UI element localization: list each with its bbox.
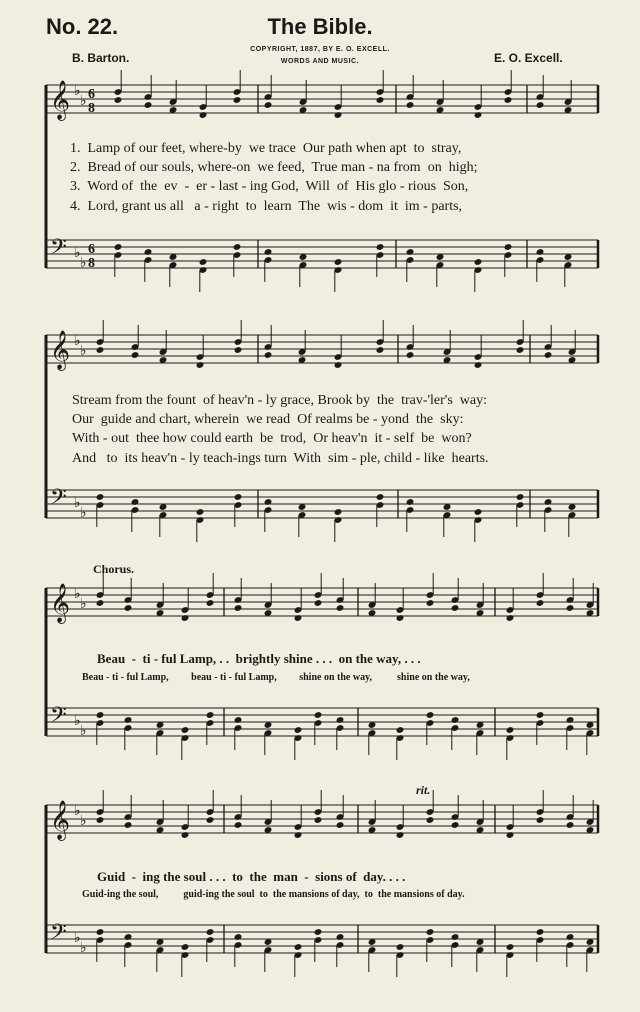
treble-note-head [376,96,385,104]
treble-note-head [199,111,208,119]
bass-note-head [294,943,303,951]
treble-note-head [181,614,190,622]
bass-note-head [566,933,575,941]
bass-note-head [506,726,515,734]
bass-note-head [426,711,435,719]
treble-note-head [181,831,190,839]
treble-note-head [506,614,515,622]
bass-note-head [334,508,343,516]
verse-2-line-1: 2. Bread of our souls, where-on we feed, True man - na from on high; [70,160,478,175]
verse-4-line-1: 4. Lord, grant us all a - right to learn The wis - dom it im - parts, [70,199,463,214]
treble-note-head [144,101,153,109]
bass-note-head [544,498,553,506]
treble-note-head [396,614,405,622]
bass-note-head [451,933,460,941]
flat-icon: ♭ [80,94,87,109]
flat-icon: ♭ [80,814,87,829]
bass-clef-icon: 𝄢 [50,235,67,265]
chorus-line-1: Beau - ti - ful Lamp, . . brightly shine . . . on the way, . . . [97,651,421,666]
treble-note-head [206,599,215,607]
treble-note-head [336,604,345,612]
bass-note-head [314,711,323,719]
treble-note-head [124,604,133,612]
flat-icon: ♭ [80,941,87,956]
bass-note-head [516,493,525,501]
treble-note-head [451,821,460,829]
bass-clef-icon: 𝄢 [50,485,67,515]
flat-icon: ♭ [74,804,81,819]
flat-icon: ♭ [74,496,81,511]
treble-note-head [334,361,343,369]
treble-note-head [536,816,545,824]
bass-note-head [376,493,385,501]
bass-note-head [536,928,545,936]
treble-note-head [294,614,303,622]
treble-note-head [451,604,460,612]
chorus-line-2: Guid - ing the soul . . . to the man - sions of day. . . . [97,869,406,884]
treble-note-head [426,816,435,824]
bass-note-head [396,943,405,951]
bass-note-head [131,498,140,506]
bass-note-head [96,493,105,501]
treble-note-head [376,346,385,354]
bass-note-head [474,508,483,516]
treble-note-head [536,599,545,607]
bass-note-head [506,943,515,951]
flat-icon: ♭ [80,724,87,739]
bass-note-head [396,726,405,734]
bass-note-head [144,248,153,256]
treble-note-head [314,599,323,607]
treble-note-head [536,101,545,109]
treble-note-head [506,831,515,839]
treble-note-head [544,351,553,359]
bass-note-head [294,726,303,734]
bass-note-head [566,716,575,724]
treble-note-head [294,831,303,839]
bass-note-head [504,243,513,251]
treble-note-head [336,821,345,829]
chorus-line-2-echo: Guid-ing the soul, guid-ing the soul to the mansions of day, to the mansions of day. [82,889,465,900]
bass-clef-icon: 𝄢 [50,920,67,950]
treble-note-head [264,101,273,109]
bass-note-head [114,243,123,251]
time-signature-top: 6 [88,87,95,102]
treble-note-head [234,604,243,612]
bass-note-head [233,243,242,251]
flat-icon: ♭ [74,714,81,729]
treble-note-head [96,346,105,354]
treble-note-head [406,101,415,109]
bass-note-head [124,716,133,724]
bass-note-head [536,248,545,256]
bass-note-head [376,243,385,251]
time-signature-top: 6 [88,242,95,257]
bass-note-head [264,498,273,506]
bass-note-head [264,248,273,256]
treble-note-head [566,821,575,829]
treble-note-head [396,831,405,839]
flat-icon: ♭ [80,506,87,521]
treble-clef-icon: 𝄞 [50,80,71,120]
bass-note-head [474,258,483,266]
verse-3-line-1: 3. Word of the ev - er - last - ing God, Will of His glo - rious Son, [70,179,469,194]
verse-3-line-2: With - out thee how could earth be trod, Or heav'n it - self be won? [72,431,472,446]
bass-note-head [336,933,345,941]
verse-1-line-2: Stream from the fount of heav'n - ly grace, Brook by the trav-'ler's way: [72,393,487,408]
bass-note-head [234,716,243,724]
treble-note-head [406,351,415,359]
bass-note-head [406,248,415,256]
treble-note-head [114,96,123,104]
treble-note-head [334,111,343,119]
bass-note-head [336,716,345,724]
bass-clef-icon: 𝄢 [50,703,67,733]
treble-note-head [234,821,243,829]
treble-note-head [96,816,105,824]
treble-note-head [264,351,273,359]
bass-note-head [124,933,133,941]
hymn-number: No. 22. [46,14,119,39]
treble-note-head [314,816,323,824]
bass-note-head [536,711,545,719]
treble-clef-icon: 𝄞 [50,800,71,840]
bass-note-head [181,943,190,951]
chorus-label: Chorus. [93,562,135,576]
composer-credit: E. O. Excell. [494,51,563,65]
flat-icon: ♭ [74,931,81,946]
bass-note-head [206,711,215,719]
flat-icon: ♭ [80,344,87,359]
treble-note-head [474,111,483,119]
bass-note-head [314,928,323,936]
bass-note-head [196,508,205,516]
bass-note-head [426,928,435,936]
flat-icon: ♭ [74,246,81,261]
copyright-notice: COPYRIGHT, 1887, BY E. O. EXCELL. [250,46,390,53]
treble-note-head [233,96,242,104]
treble-note-head [504,96,513,104]
bass-note-head [96,928,105,936]
bass-note-head [181,726,190,734]
treble-note-head [124,821,133,829]
bass-note-head [406,498,415,506]
treble-clef-icon: 𝄞 [50,583,71,623]
verse-2-line-2: Our guide and chart, wherein we read Of realms be - yond the sky: [72,412,464,427]
treble-clef-icon: 𝄞 [50,330,71,370]
treble-note-head [474,361,483,369]
bass-note-head [234,933,243,941]
bass-note-head [334,258,343,266]
bass-note-head [451,716,460,724]
bass-note-head [96,711,105,719]
flat-icon: ♭ [80,597,87,612]
flat-icon: ♭ [74,84,81,99]
flat-icon: ♭ [74,334,81,349]
treble-note-head [426,599,435,607]
copyright-subnotice: WORDS AND MUSIC. [280,58,360,65]
bass-note-head [206,928,215,936]
ritardando-mark: rit. [416,783,431,797]
treble-note-head [234,346,243,354]
bass-note-head [234,493,243,501]
author-credit: B. Barton. [72,51,130,65]
hymn-title: The Bible. [267,14,373,39]
flat-icon: ♭ [74,587,81,602]
treble-note-head [131,351,140,359]
treble-note-head [196,361,205,369]
flat-icon: ♭ [80,256,87,271]
chorus-line-1-echo: Beau - ti - ful Lamp, beau - ti - ful Lamp, shine on the way, shine on the way, [82,672,470,683]
verse-4-line-2: And to its heav'n - ly teach-ings turn With sim - ple, child - like hearts. [72,451,489,466]
treble-note-head [96,599,105,607]
treble-note-head [566,604,575,612]
treble-note-head [206,816,215,824]
verse-1-line-1: 1. Lamp of our feet, where-by we trace Our path when apt to stray, [70,141,462,156]
treble-note-head [516,346,525,354]
time-signature-bottom: 8 [88,101,95,116]
bass-note-head [199,258,208,266]
time-signature-bottom: 8 [88,256,95,271]
